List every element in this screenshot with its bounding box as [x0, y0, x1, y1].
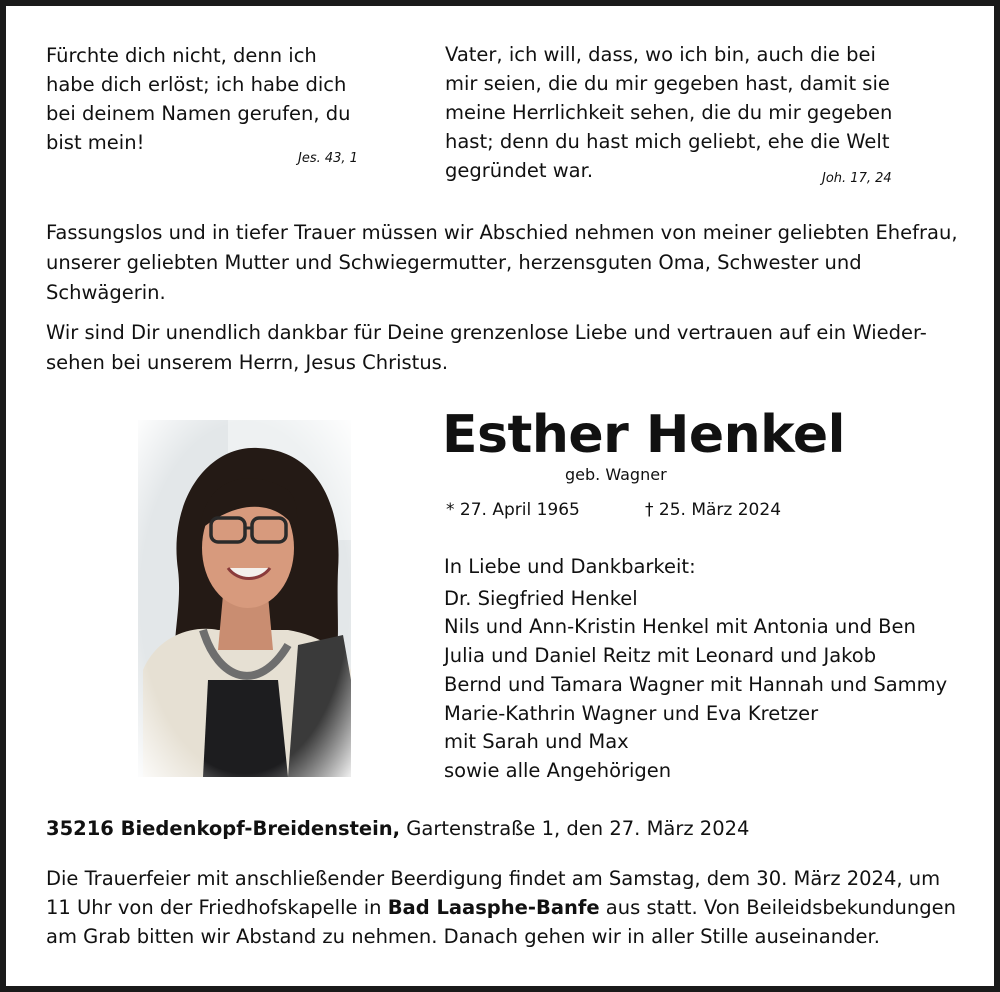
death-date: † 25. März 2024 — [645, 500, 782, 520]
verse-line: bist mein! — [46, 131, 145, 154]
verse-line: mir seien, die du mir gegeben hast, damit sie — [445, 72, 890, 95]
family-member: Bernd und Tamara Wagner mit Hannah und Sammy — [444, 672, 948, 696]
verse-line: Fürchte dich nicht, denn ich — [46, 44, 317, 67]
funeral-text-2: aus statt. Von Beileidsbekundungen am Grab bitten wir Abstand zu nehmen. Danach gehen wir in aller Stille auseinander. — [46, 896, 956, 948]
intro-line: Fassungslos und in tiefer Trauer müssen wir Abschied nehmen von meiner geliebten Ehefrau, — [46, 221, 958, 244]
thanks-line: Wir sind Dir unendlich dankbar für Deine grenzenlose Liebe und vertrauen auf ein Wieder- — [46, 321, 927, 344]
intro-line: Schwägerin. — [46, 281, 166, 304]
family-member: mit Sarah und Max — [444, 730, 629, 754]
family-member: Marie-Kathrin Wagner und Eva Kretzer — [444, 701, 819, 725]
maiden-name: geb. Wagner — [565, 465, 667, 484]
verse-line: bei deinem Namen gerufen, du — [46, 102, 351, 125]
verse-line: habe dich erlöst; ich habe dich — [46, 73, 347, 96]
address-place: 35216 Biedenkopf-Breidenstein, — [46, 817, 401, 840]
verse-left — [46, 41, 376, 157]
verse-left-reference: Jes. 43, 1 — [298, 151, 358, 166]
verse-line: hast; denn du hast mich geliebt, ehe die Welt — [445, 130, 890, 153]
address-line — [46, 817, 749, 840]
intro-line: unserer geliebten Mutter und Schwiegermutter, herzensguten Oma, Schwester und — [46, 251, 862, 274]
funeral-text-1: Die Trauerfeier mit anschließender Beerdigung findet am Samstag, dem 30. März 2024, um 11 Uhr von der Friedhofskapelle in — [46, 867, 941, 919]
deceased-name: Esther Henkel — [442, 405, 845, 465]
portrait-photo — [138, 420, 351, 777]
family-member: sowie alle Angehörigen — [444, 758, 672, 782]
verse-line: gegründet war. — [445, 159, 594, 182]
funeral-location: Bad Laasphe-Banfe — [387, 896, 600, 919]
intro-paragraph — [46, 218, 966, 308]
funeral-paragraph — [46, 864, 966, 951]
birth-date: * 27. April 1965 — [446, 500, 580, 520]
family-heading: In Liebe und Dankbarkeit: — [444, 555, 696, 578]
verse-right-reference: Joh. 17, 24 — [822, 171, 892, 186]
thanks-line: sehen bei unserem Herrn, Jesus Christus. — [46, 351, 449, 374]
verse-line: meine Herrlichkeit sehen, die du mir gegeben — [445, 101, 893, 124]
family-member: Julia und Daniel Reitz mit Leonard und Jakob — [444, 644, 877, 668]
verse-line: Vater, ich will, dass, wo ich bin, auch die bei — [445, 43, 876, 66]
family-member: Nils und Ann-Kristin Henkel mit Antonia und Ben — [444, 615, 916, 639]
family-list — [444, 553, 947, 786]
address-rest: Gartenstraße 1, den 27. März 2024 — [400, 817, 750, 840]
verse-right — [445, 40, 915, 185]
family-member: Dr. Siegfried Henkel — [444, 586, 638, 610]
thanks-paragraph — [46, 318, 966, 378]
